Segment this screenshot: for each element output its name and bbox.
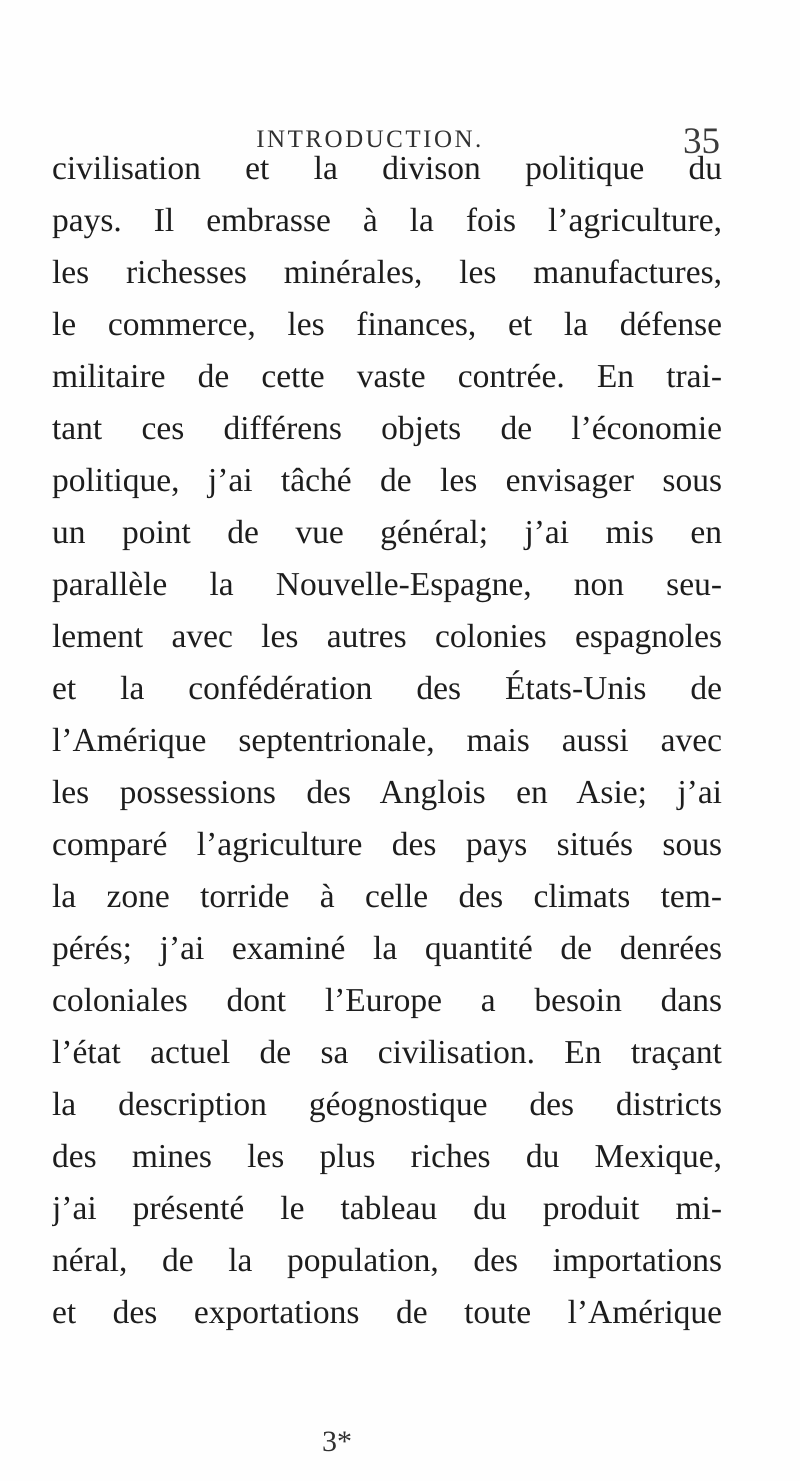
text-line: j’ai présenté le tableau du produit mi- bbox=[52, 1190, 722, 1227]
text-line: l’état actuel de sa civilisation. En traçant bbox=[52, 1034, 722, 1071]
text-line: l’Amérique septentrionale, mais aussi avec bbox=[52, 722, 722, 759]
text-line: un point de vue général; j’ai mis en bbox=[52, 514, 722, 551]
text-line: politique, j’ai tâché de les envisager sous bbox=[52, 462, 722, 499]
text-line: civilisation et la divison politique du bbox=[52, 150, 722, 187]
text-line: pays. Il embrasse à la fois l’agriculture, bbox=[52, 202, 722, 239]
text-line: la description géognostique des districts bbox=[52, 1086, 722, 1123]
text-line: les possessions des Anglois en Asie; j’ai bbox=[52, 774, 722, 811]
text-line: le commerce, les finances, et la défense bbox=[52, 306, 722, 343]
text-line: la zone torride à celle des climats tem- bbox=[52, 878, 722, 915]
text-line: militaire de cette vaste contrée. En trai- bbox=[52, 358, 722, 395]
text-line: des mines les plus riches du Mexique, bbox=[52, 1138, 722, 1175]
text-line: pérés; j’ai examiné la quantité de denrées bbox=[52, 930, 722, 967]
text-line: et des exportations de toute l’Amérique bbox=[52, 1294, 722, 1331]
text-line: comparé l’agriculture des pays situés sous bbox=[52, 826, 722, 863]
text-line: néral, de la population, des importations bbox=[52, 1242, 722, 1279]
text-line: parallèle la Nouvelle-Espagne, non seu- bbox=[52, 566, 722, 603]
text-line: les richesses minérales, les manufactures, bbox=[52, 254, 722, 291]
text-line: tant ces différens objets de l’économie bbox=[52, 410, 722, 447]
page-number: 35 bbox=[683, 121, 720, 162]
running-title: INTRODUCTION. bbox=[256, 126, 484, 153]
signature-mark: 3* bbox=[322, 1425, 352, 1458]
text-line: lement avec les autres colonies espagnoles bbox=[52, 618, 722, 655]
body-text bbox=[52, 143, 722, 1339]
text-line: coloniales dont l’Europe a besoin dans bbox=[52, 982, 722, 1019]
text-line: et la confédération des États-Unis de bbox=[52, 670, 722, 707]
